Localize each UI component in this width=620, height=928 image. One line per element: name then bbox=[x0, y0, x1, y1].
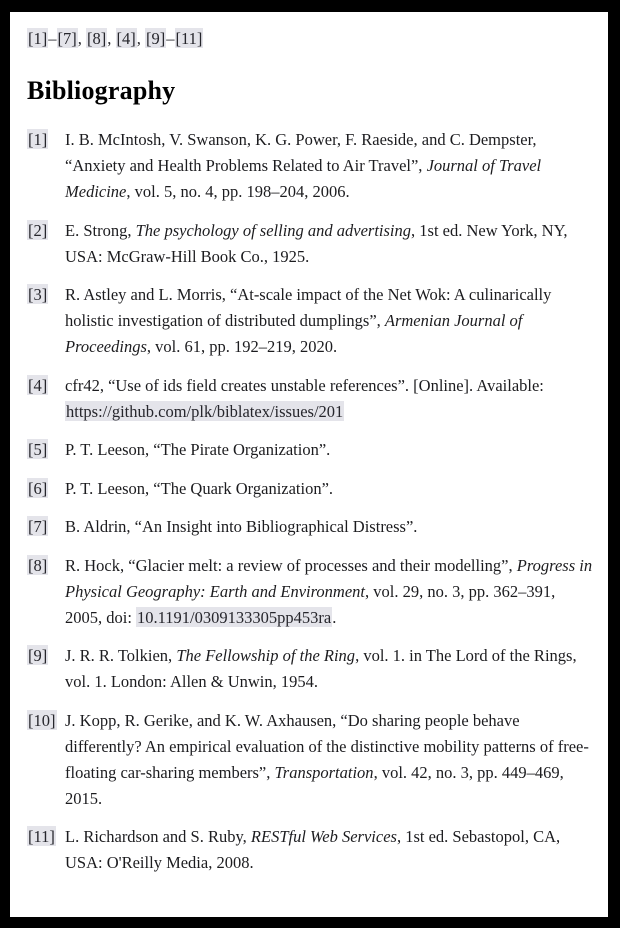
reference-label-cell bbox=[27, 553, 65, 631]
reference-label-cell bbox=[27, 437, 65, 463]
reference-label-cell bbox=[27, 514, 65, 540]
reference-label-link[interactable]: [6] bbox=[28, 478, 48, 498]
reference-title-italic: Transportation bbox=[274, 762, 374, 782]
reference-label-link[interactable]: [4] bbox=[28, 375, 48, 395]
reference-label-cell bbox=[27, 127, 65, 205]
reference-label-cell bbox=[27, 373, 65, 425]
reference-text-segment: E. Strong, bbox=[65, 220, 136, 240]
bibliography-page bbox=[10, 12, 608, 917]
reference-text-segment: , vol. 42, no. 3, pp. 449–469, 2015. bbox=[65, 762, 564, 808]
reference-item bbox=[27, 373, 593, 425]
reference-list bbox=[27, 127, 593, 876]
reference-text-segment: J. R. R. Tolkien, bbox=[65, 646, 177, 665]
reference-label-cell bbox=[27, 218, 65, 270]
reference-label-link[interactable]: [7] bbox=[28, 517, 48, 536]
citation-link[interactable]: [11] bbox=[175, 29, 203, 48]
reference-text bbox=[65, 643, 593, 695]
reference-text bbox=[65, 514, 593, 540]
reference-text-segment: R. Astley and L. Morris, “At-scale impact of the Net Wok: A culinarically holistic investigation of distributed dumplings”, bbox=[65, 285, 552, 330]
reference-label-link[interactable]: [11] bbox=[28, 827, 55, 846]
reference-text-segment: B. Aldrin, “An Insight into Bibliographical Distress”. bbox=[65, 517, 418, 536]
reference-text bbox=[65, 373, 593, 425]
reference-text-segment: L. Richardson and S. Ruby, bbox=[65, 827, 251, 846]
citation-line bbox=[27, 28, 592, 49]
reference-item bbox=[27, 643, 593, 695]
reference-text-segment: , 1st ed. Sebastopol, CA, USA: O'Reilly Media, 2008. bbox=[65, 827, 561, 872]
reference-title-italic: The psychology of selling and advertising bbox=[135, 220, 412, 240]
reference-title-italic: RESTful Web Services bbox=[250, 827, 397, 846]
reference-url-link[interactable]: https://github.com/plk/biblatex/issues/201 bbox=[66, 401, 344, 421]
reference-label-cell bbox=[27, 643, 65, 695]
reference-label-link[interactable]: [5] bbox=[28, 440, 48, 459]
citation-link[interactable]: [9] bbox=[146, 29, 166, 48]
citation-separator: – bbox=[166, 29, 175, 48]
reference-item bbox=[27, 476, 593, 502]
reference-text-segment: cfr42, “Use of ids field creates unstable references”. [Online]. Available: bbox=[65, 375, 544, 395]
reference-item bbox=[27, 218, 593, 270]
reference-text-segment: P. T. Leeson, “The Pirate Organization”. bbox=[65, 440, 331, 459]
citation-separator: , bbox=[136, 29, 145, 48]
reference-label-cell bbox=[27, 708, 65, 812]
reference-title-italic: Journal of Travel Medicine bbox=[65, 156, 542, 201]
reference-text-segment: , vol. 61, pp. 192–219, 2020. bbox=[146, 337, 338, 356]
reference-label-link[interactable]: [2] bbox=[28, 220, 48, 240]
reference-item bbox=[27, 824, 593, 876]
reference-item bbox=[27, 514, 593, 540]
reference-text-segment: I. B. McIntosh, V. Swanson, K. G. Power, F. Raeside, and C. Dempster, “Anxiety and Health Problems Related to Air Travel”, bbox=[65, 130, 537, 175]
citation-link[interactable]: [8] bbox=[87, 29, 107, 48]
citation-link[interactable]: [4] bbox=[116, 29, 136, 48]
reference-label-cell bbox=[27, 476, 65, 502]
reference-text bbox=[65, 553, 593, 631]
citation-link[interactable]: [7] bbox=[57, 29, 77, 48]
reference-label-link[interactable]: [10] bbox=[28, 710, 56, 730]
reference-title-italic: The Fellowship of the Ring bbox=[176, 646, 356, 665]
reference-item bbox=[27, 553, 593, 631]
reference-label-cell bbox=[27, 824, 65, 876]
reference-text bbox=[65, 708, 593, 812]
reference-item bbox=[27, 282, 593, 360]
reference-label-link[interactable]: [8] bbox=[28, 555, 48, 575]
reference-url-link[interactable]: 10.1191/0309133305pp453ra bbox=[137, 607, 332, 627]
reference-text-segment: R. Hock, “Glacier melt: a review of processes and their modelling”, bbox=[65, 555, 517, 575]
reference-label-link[interactable]: [9] bbox=[28, 646, 48, 665]
reference-text-segment: P. T. Leeson, “The Quark Organization”. bbox=[65, 478, 334, 498]
reference-title-italic: Armenian Journal of Proceedings bbox=[65, 311, 523, 356]
reference-label-link[interactable]: [3] bbox=[28, 285, 48, 304]
citation-separator: – bbox=[48, 29, 57, 48]
reference-text-segment: , vol. 5, no. 4, pp. 198–204, 2006. bbox=[126, 182, 350, 201]
citation-link[interactable]: [1] bbox=[28, 29, 48, 48]
reference-text-segment: . bbox=[332, 607, 337, 627]
reference-text-segment: , vol. 1. in The Lord of the Rings, vol. 1. London: Allen & Unwin, 1954. bbox=[65, 646, 577, 691]
reference-text bbox=[65, 476, 593, 502]
reference-label-link[interactable]: [1] bbox=[28, 130, 48, 149]
reference-text bbox=[65, 218, 593, 270]
reference-text bbox=[65, 127, 593, 205]
citation-separator: , bbox=[107, 29, 116, 48]
reference-text-segment: , 1st ed. New York, NY, USA: McGraw-Hill Book Co., 1925. bbox=[65, 220, 568, 266]
citation-separator: , bbox=[77, 29, 86, 48]
reference-item bbox=[27, 127, 593, 205]
reference-label-cell bbox=[27, 282, 65, 360]
reference-text bbox=[65, 437, 593, 463]
reference-text-segment: J. Kopp, R. Gerike, and K. W. Axhausen, “Do sharing people behave differently? An empirical evaluation of the distinctive mobility patterns of free-floating car-sharing members”, bbox=[65, 710, 589, 782]
reference-item bbox=[27, 437, 593, 463]
reference-text bbox=[65, 824, 593, 876]
reference-text-segment: , vol. 29, no. 3, pp. 362–391, 2005, doi: bbox=[65, 581, 556, 627]
reference-title-italic: Progress in Physical Geography: Earth and Environment bbox=[65, 555, 593, 601]
page-title: Bibliography bbox=[27, 76, 176, 105]
reference-text bbox=[65, 282, 593, 360]
reference-item bbox=[27, 708, 593, 812]
